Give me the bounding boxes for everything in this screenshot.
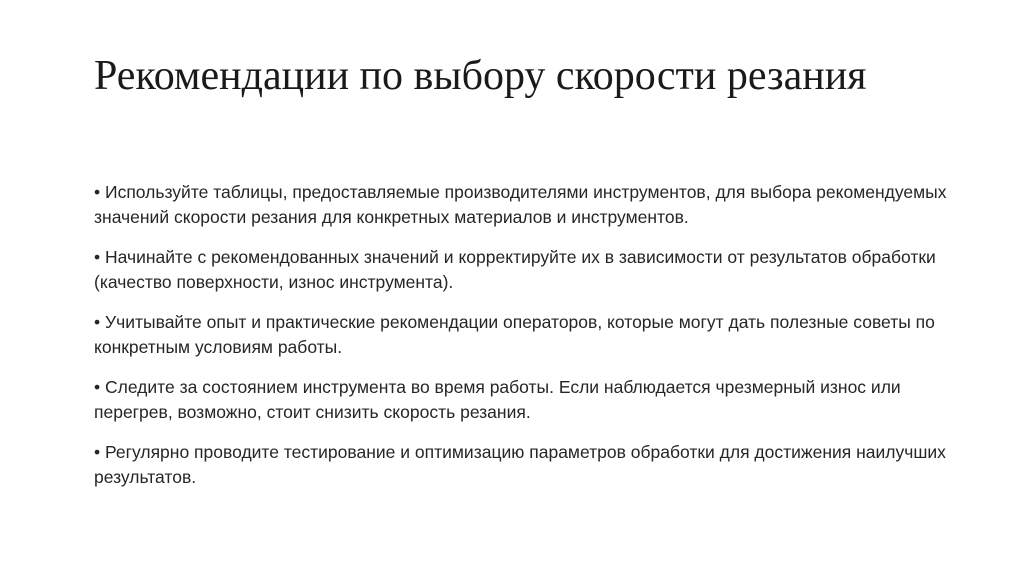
bullet-item: • Используйте таблицы, предоставляемые производителями инструментов, для выбора рекомендуемых значений скорости резания для конкретных материалов и инструментов.	[94, 182, 947, 227]
bullet-item: • Начинайте с рекомендованных значений и корректируйте их в зависимости от результатов обработки (качество поверхности, износ инструмента).	[94, 247, 936, 292]
slide-title: Рекомендации по выбору скорости резания	[94, 53, 867, 99]
bullet-item: • Следите за состоянием инструмента во время работы. Если наблюдается чрезмерный износ или перегрев, возможно, стоит снизить скорость резания.	[94, 377, 901, 422]
bullet-item: • Учитывайте опыт и практические рекомендации операторов, которые могут дать полезные советы по конкретным условиям работы.	[94, 312, 935, 357]
bullet-item: • Регулярно проводите тестирование и оптимизацию параметров обработки для достижения наилучших результатов.	[94, 442, 946, 487]
bullet-list	[94, 180, 954, 505]
